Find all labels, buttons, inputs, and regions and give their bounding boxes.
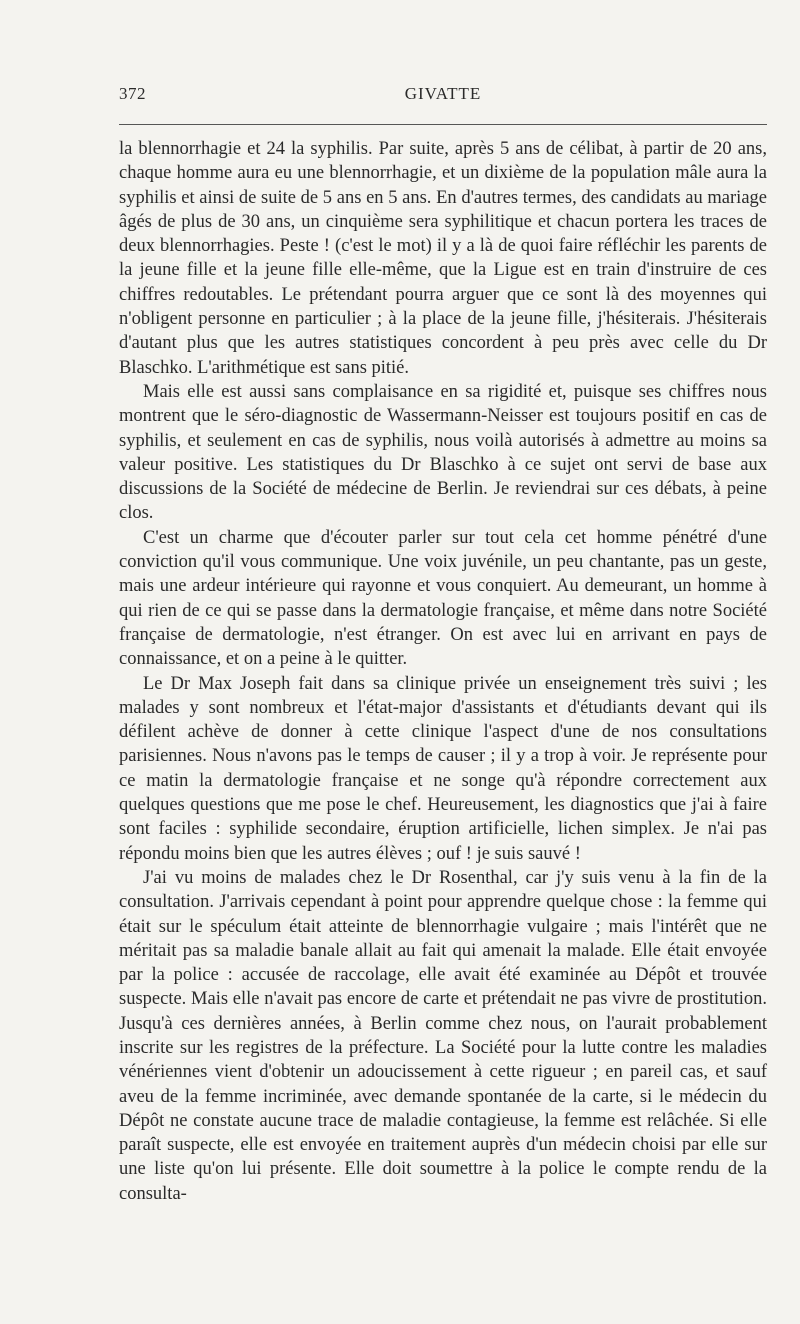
page-number: 372 — [119, 84, 146, 103]
paragraph: C'est un charme que d'écouter parler sur tout cela cet homme pénétré d'une conviction qu'il vous communique. Une voix juvénile, un peu chantante, pas un geste, mais une ardeur intérieure qui rayonne et vous conquiert. Au demeurant, un homme à qui rien de ce qui se passe dans la dermatologie française, et même dans notre Société française de dermatologie, n'est étranger. On est avec lui en arrivant en pays de connaissance, et on a peine à le quitter. — [119, 527, 767, 670]
page-header — [119, 84, 767, 112]
book-page — [119, 84, 767, 1206]
header-rule — [119, 124, 767, 125]
paragraph: la blennorrhagie et 24 la syphilis. Par suite, après 5 ans de célibat, à partir de 20 ans, chaque homme aura eu une blennorrhagie, et un dixième de la population mâle aura la syphilis et ainsi de suite de 5 ans en 5 ans. En d'autres termes, des candidats au mariage âgés de plus de 30 ans, un cinquième sera syphilitique et chacun portera les traces de deux blennorrhagies. Peste ! (c'est le mot) il y a là de quoi faire réfléchir les parents de la jeune fille et la jeune fille elle-même, que la Ligue est en train d'instruire de ces chiffres redoutables. Le prétendant pourra arguer que ce sont là des moyennes qui n'obligent personne en particulier ; à la place de la jeune fille, j'hésiterais. J'hésiterais d'autant plus que les autres statistiques concordent à peu près avec celle du Dr Blaschko. L'arithmétique est sans pitié. — [119, 139, 767, 378]
running-head: GIVATTE — [404, 84, 482, 103]
paragraph: Le Dr Max Joseph fait dans sa clinique privée un enseignement très suivi ; les malades y sont nombreux et l'état-major d'assistants et d'étudiants devant qui ils défilent achève de donner à cette clinique l'aspect d'une de nos consultations parisiennes. Nous n'avons pas le temps de causer ; il y a trop à voir. Je représente pour ce matin la dermatologie française et ne songe qu'à répondre correctement aux quelques questions que me pose le chef. Heureusement, les diagnostics que j'ai à faire sont faciles : syphilide secondaire, éruption artificielle, lichen simplex. Je n'ai pas répondu moins bien que les autres élèves ; ouf ! je suis sauvé ! — [119, 673, 767, 864]
body-text — [119, 137, 767, 1206]
paragraph: Mais elle est aussi sans complaisance en sa rigidité et, puisque ses chiffres nous montrent que le séro-diagnostic de Wassermann-Neisser est toujours positif en cas de syphilis, et seulement en cas de syphilis, nous voilà autorisés à admettre au moins sa valeur positive. Les statistiques du Dr Blaschko à ce sujet ont servi de base aux discussions de la Société de médecine de Berlin. Je reviendrai sur ces débats, à peine clos. — [119, 381, 767, 524]
paragraph: J'ai vu moins de malades chez le Dr Rosenthal, car j'y suis venu à la fin de la consultation. J'arrivais cependant à point pour apprendre quelque chose : la femme qui était sur le spéculum était atteinte de blennorrhagie vulgaire ; mais l'intérêt que ne méritait pas sa maladie banale allait au fait qui amenait la malade. Elle était envoyée par la police : accusée de raccolage, elle avait été examinée au Dépôt et trouvée suspecte. Mais elle n'avait pas encore de carte et prétendait ne pas vivre de prostitution. Jusqu'à ces dernières années, à Berlin comme chez nous, on l'aurait probablement inscrite sur les registres de la préfecture. La Société pour la lutte contre les maladies vénériennes vient d'obtenir un adoucissement à cette rigueur ; en pareil cas, et sauf aveu de la femme incriminée, avec demande spontanée de la carte, si le médecin du Dépôt ne constate aucune trace de maladie contagieuse, la femme est relâchée. Si elle paraît suspecte, elle est envoyée en traitement auprès d'un médecin choisi par elle sur une liste qu'on lui présente. Elle doit soumettre à la police le compte rendu de la consulta- — [119, 867, 767, 1204]
